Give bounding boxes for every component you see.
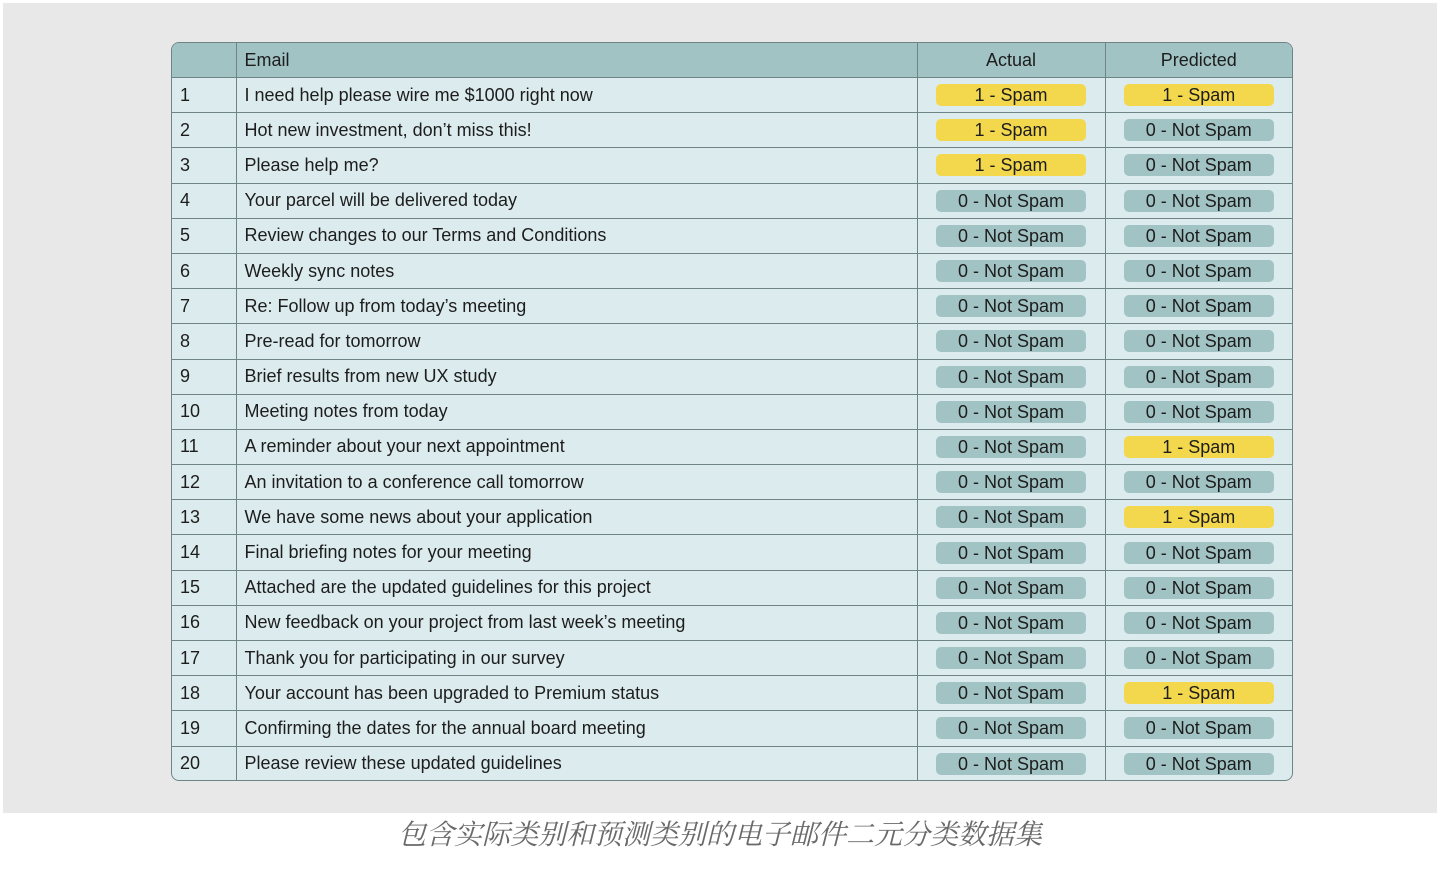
actual-label-badge: 0 - Not Spam: [936, 506, 1086, 528]
table-row: [172, 324, 1292, 359]
predicted-label-badge: 0 - Not Spam: [1124, 119, 1274, 141]
row-index: 7: [172, 289, 236, 324]
email-subject: Weekly sync notes: [236, 253, 917, 288]
predicted-cell: [1105, 570, 1292, 605]
email-subject: Confirming the dates for the annual board meeting: [236, 711, 917, 746]
table-row: [172, 465, 1292, 500]
actual-cell: [917, 183, 1105, 218]
row-index: 17: [172, 641, 236, 676]
predicted-label-badge: 0 - Not Spam: [1124, 612, 1274, 634]
predicted-label-badge: 0 - Not Spam: [1124, 753, 1274, 775]
predicted-cell: [1105, 429, 1292, 464]
predicted-label-badge: 0 - Not Spam: [1124, 542, 1274, 564]
table-row: [172, 218, 1292, 253]
table-row: [172, 394, 1292, 429]
header-predicted: Predicted: [1105, 43, 1292, 78]
table-row: [172, 746, 1292, 781]
actual-cell: [917, 676, 1105, 711]
email-subject: New feedback on your project from last week’s meeting: [236, 605, 917, 640]
table-row: [172, 500, 1292, 535]
actual-cell: [917, 500, 1105, 535]
figure-caption: 包含实际类别和预测类别的电子邮件二元分类数据集: [397, 818, 1042, 851]
predicted-label-badge: 0 - Not Spam: [1124, 330, 1274, 352]
row-index: 14: [172, 535, 236, 570]
actual-label-badge: 0 - Not Spam: [936, 260, 1086, 282]
actual-label-badge: 0 - Not Spam: [936, 612, 1086, 634]
predicted-cell: [1105, 500, 1292, 535]
row-index: 2: [172, 113, 236, 148]
actual-cell: [917, 359, 1105, 394]
actual-cell: [917, 641, 1105, 676]
figure-panel: [3, 3, 1437, 813]
email-subject: Meeting notes from today: [236, 394, 917, 429]
table-row: [172, 641, 1292, 676]
email-subject: Review changes to our Terms and Conditions: [236, 218, 917, 253]
email-subject: Hot new investment, don’t miss this!: [236, 113, 917, 148]
header-row: [172, 43, 1292, 78]
predicted-cell: [1105, 148, 1292, 183]
table-row: [172, 183, 1292, 218]
email-subject: Re: Follow up from today’s meeting: [236, 289, 917, 324]
predicted-label-badge: 1 - Spam: [1124, 506, 1274, 528]
row-index: 15: [172, 570, 236, 605]
predicted-label-badge: 0 - Not Spam: [1124, 366, 1274, 388]
row-index: 4: [172, 183, 236, 218]
actual-cell: [917, 535, 1105, 570]
table-body: [172, 78, 1292, 781]
predicted-cell: [1105, 641, 1292, 676]
actual-label-badge: 0 - Not Spam: [936, 401, 1086, 423]
actual-label-badge: 0 - Not Spam: [936, 577, 1086, 599]
email-subject: Your account has been upgraded to Premium status: [236, 676, 917, 711]
actual-label-badge: 0 - Not Spam: [936, 225, 1086, 247]
email-subject: Brief results from new UX study: [236, 359, 917, 394]
actual-cell: [917, 148, 1105, 183]
predicted-cell: [1105, 324, 1292, 359]
email-subject: Your parcel will be delivered today: [236, 183, 917, 218]
email-subject: Please help me?: [236, 148, 917, 183]
actual-cell: [917, 289, 1105, 324]
row-index: 9: [172, 359, 236, 394]
email-subject: A reminder about your next appointment: [236, 429, 917, 464]
row-index: 3: [172, 148, 236, 183]
email-subject: Please review these updated guidelines: [236, 746, 917, 781]
actual-label-badge: 0 - Not Spam: [936, 717, 1086, 739]
predicted-cell: [1105, 78, 1292, 113]
predicted-cell: [1105, 113, 1292, 148]
predicted-cell: [1105, 465, 1292, 500]
predicted-cell: [1105, 711, 1292, 746]
predicted-label-badge: 0 - Not Spam: [1124, 225, 1274, 247]
header-actual: Actual: [917, 43, 1105, 78]
row-index: 19: [172, 711, 236, 746]
table-row: [172, 605, 1292, 640]
actual-label-badge: 0 - Not Spam: [936, 295, 1086, 317]
predicted-label-badge: 0 - Not Spam: [1124, 295, 1274, 317]
actual-cell: [917, 570, 1105, 605]
actual-cell: [917, 711, 1105, 746]
predicted-cell: [1105, 253, 1292, 288]
row-index: 12: [172, 465, 236, 500]
row-index: 11: [172, 429, 236, 464]
predicted-label-badge: 1 - Spam: [1124, 436, 1274, 458]
predicted-label-badge: 0 - Not Spam: [1124, 471, 1274, 493]
row-index: 8: [172, 324, 236, 359]
actual-cell: [917, 605, 1105, 640]
predicted-label-badge: 0 - Not Spam: [1124, 260, 1274, 282]
predicted-cell: [1105, 676, 1292, 711]
email-subject: Attached are the updated guidelines for this project: [236, 570, 917, 605]
table-row: [172, 78, 1292, 113]
table-row: [172, 535, 1292, 570]
actual-label-badge: 0 - Not Spam: [936, 436, 1086, 458]
data-table: [172, 43, 1292, 781]
actual-cell: [917, 746, 1105, 781]
predicted-cell: [1105, 289, 1292, 324]
actual-cell: [917, 429, 1105, 464]
table-row: [172, 113, 1292, 148]
actual-label-badge: 0 - Not Spam: [936, 471, 1086, 493]
actual-label-badge: 0 - Not Spam: [936, 330, 1086, 352]
table-row: [172, 253, 1292, 288]
email-subject: I need help please wire me $1000 right now: [236, 78, 917, 113]
predicted-label-badge: 1 - Spam: [1124, 84, 1274, 106]
email-subject: We have some news about your application: [236, 500, 917, 535]
row-index: 5: [172, 218, 236, 253]
row-index: 18: [172, 676, 236, 711]
actual-label-badge: 0 - Not Spam: [936, 647, 1086, 669]
predicted-cell: [1105, 394, 1292, 429]
actual-label-badge: 0 - Not Spam: [936, 682, 1086, 704]
email-subject: Pre-read for tomorrow: [236, 324, 917, 359]
actual-cell: [917, 113, 1105, 148]
predicted-label-badge: 0 - Not Spam: [1124, 647, 1274, 669]
table-row: [172, 289, 1292, 324]
actual-label-badge: 0 - Not Spam: [936, 753, 1086, 775]
actual-label-badge: 0 - Not Spam: [936, 366, 1086, 388]
predicted-cell: [1105, 605, 1292, 640]
predicted-label-badge: 1 - Spam: [1124, 682, 1274, 704]
predicted-label-badge: 0 - Not Spam: [1124, 154, 1274, 176]
classification-table: [171, 42, 1293, 781]
table-row: [172, 429, 1292, 464]
predicted-cell: [1105, 359, 1292, 394]
predicted-cell: [1105, 218, 1292, 253]
table-row: [172, 711, 1292, 746]
email-subject: An invitation to a conference call tomorrow: [236, 465, 917, 500]
table-row: [172, 148, 1292, 183]
actual-cell: [917, 78, 1105, 113]
actual-cell: [917, 218, 1105, 253]
actual-label-badge: 1 - Spam: [936, 84, 1086, 106]
actual-cell: [917, 324, 1105, 359]
header-email: Email: [236, 43, 917, 78]
actual-label-badge: 0 - Not Spam: [936, 542, 1086, 564]
actual-cell: [917, 465, 1105, 500]
predicted-cell: [1105, 746, 1292, 781]
actual-cell: [917, 394, 1105, 429]
email-subject: Thank you for participating in our survey: [236, 641, 917, 676]
predicted-label-badge: 0 - Not Spam: [1124, 577, 1274, 599]
predicted-cell: [1105, 535, 1292, 570]
actual-label-badge: 0 - Not Spam: [936, 190, 1086, 212]
header-index: [172, 43, 236, 78]
actual-label-badge: 1 - Spam: [936, 119, 1086, 141]
predicted-label-badge: 0 - Not Spam: [1124, 401, 1274, 423]
actual-label-badge: 1 - Spam: [936, 154, 1086, 176]
row-index: 13: [172, 500, 236, 535]
predicted-cell: [1105, 183, 1292, 218]
table-row: [172, 676, 1292, 711]
predicted-label-badge: 0 - Not Spam: [1124, 717, 1274, 739]
table-row: [172, 570, 1292, 605]
table-row: [172, 359, 1292, 394]
row-index: 6: [172, 253, 236, 288]
row-index: 10: [172, 394, 236, 429]
row-index: 16: [172, 605, 236, 640]
email-subject: Final briefing notes for your meeting: [236, 535, 917, 570]
row-index: 20: [172, 746, 236, 781]
row-index: 1: [172, 78, 236, 113]
predicted-label-badge: 0 - Not Spam: [1124, 190, 1274, 212]
actual-cell: [917, 253, 1105, 288]
